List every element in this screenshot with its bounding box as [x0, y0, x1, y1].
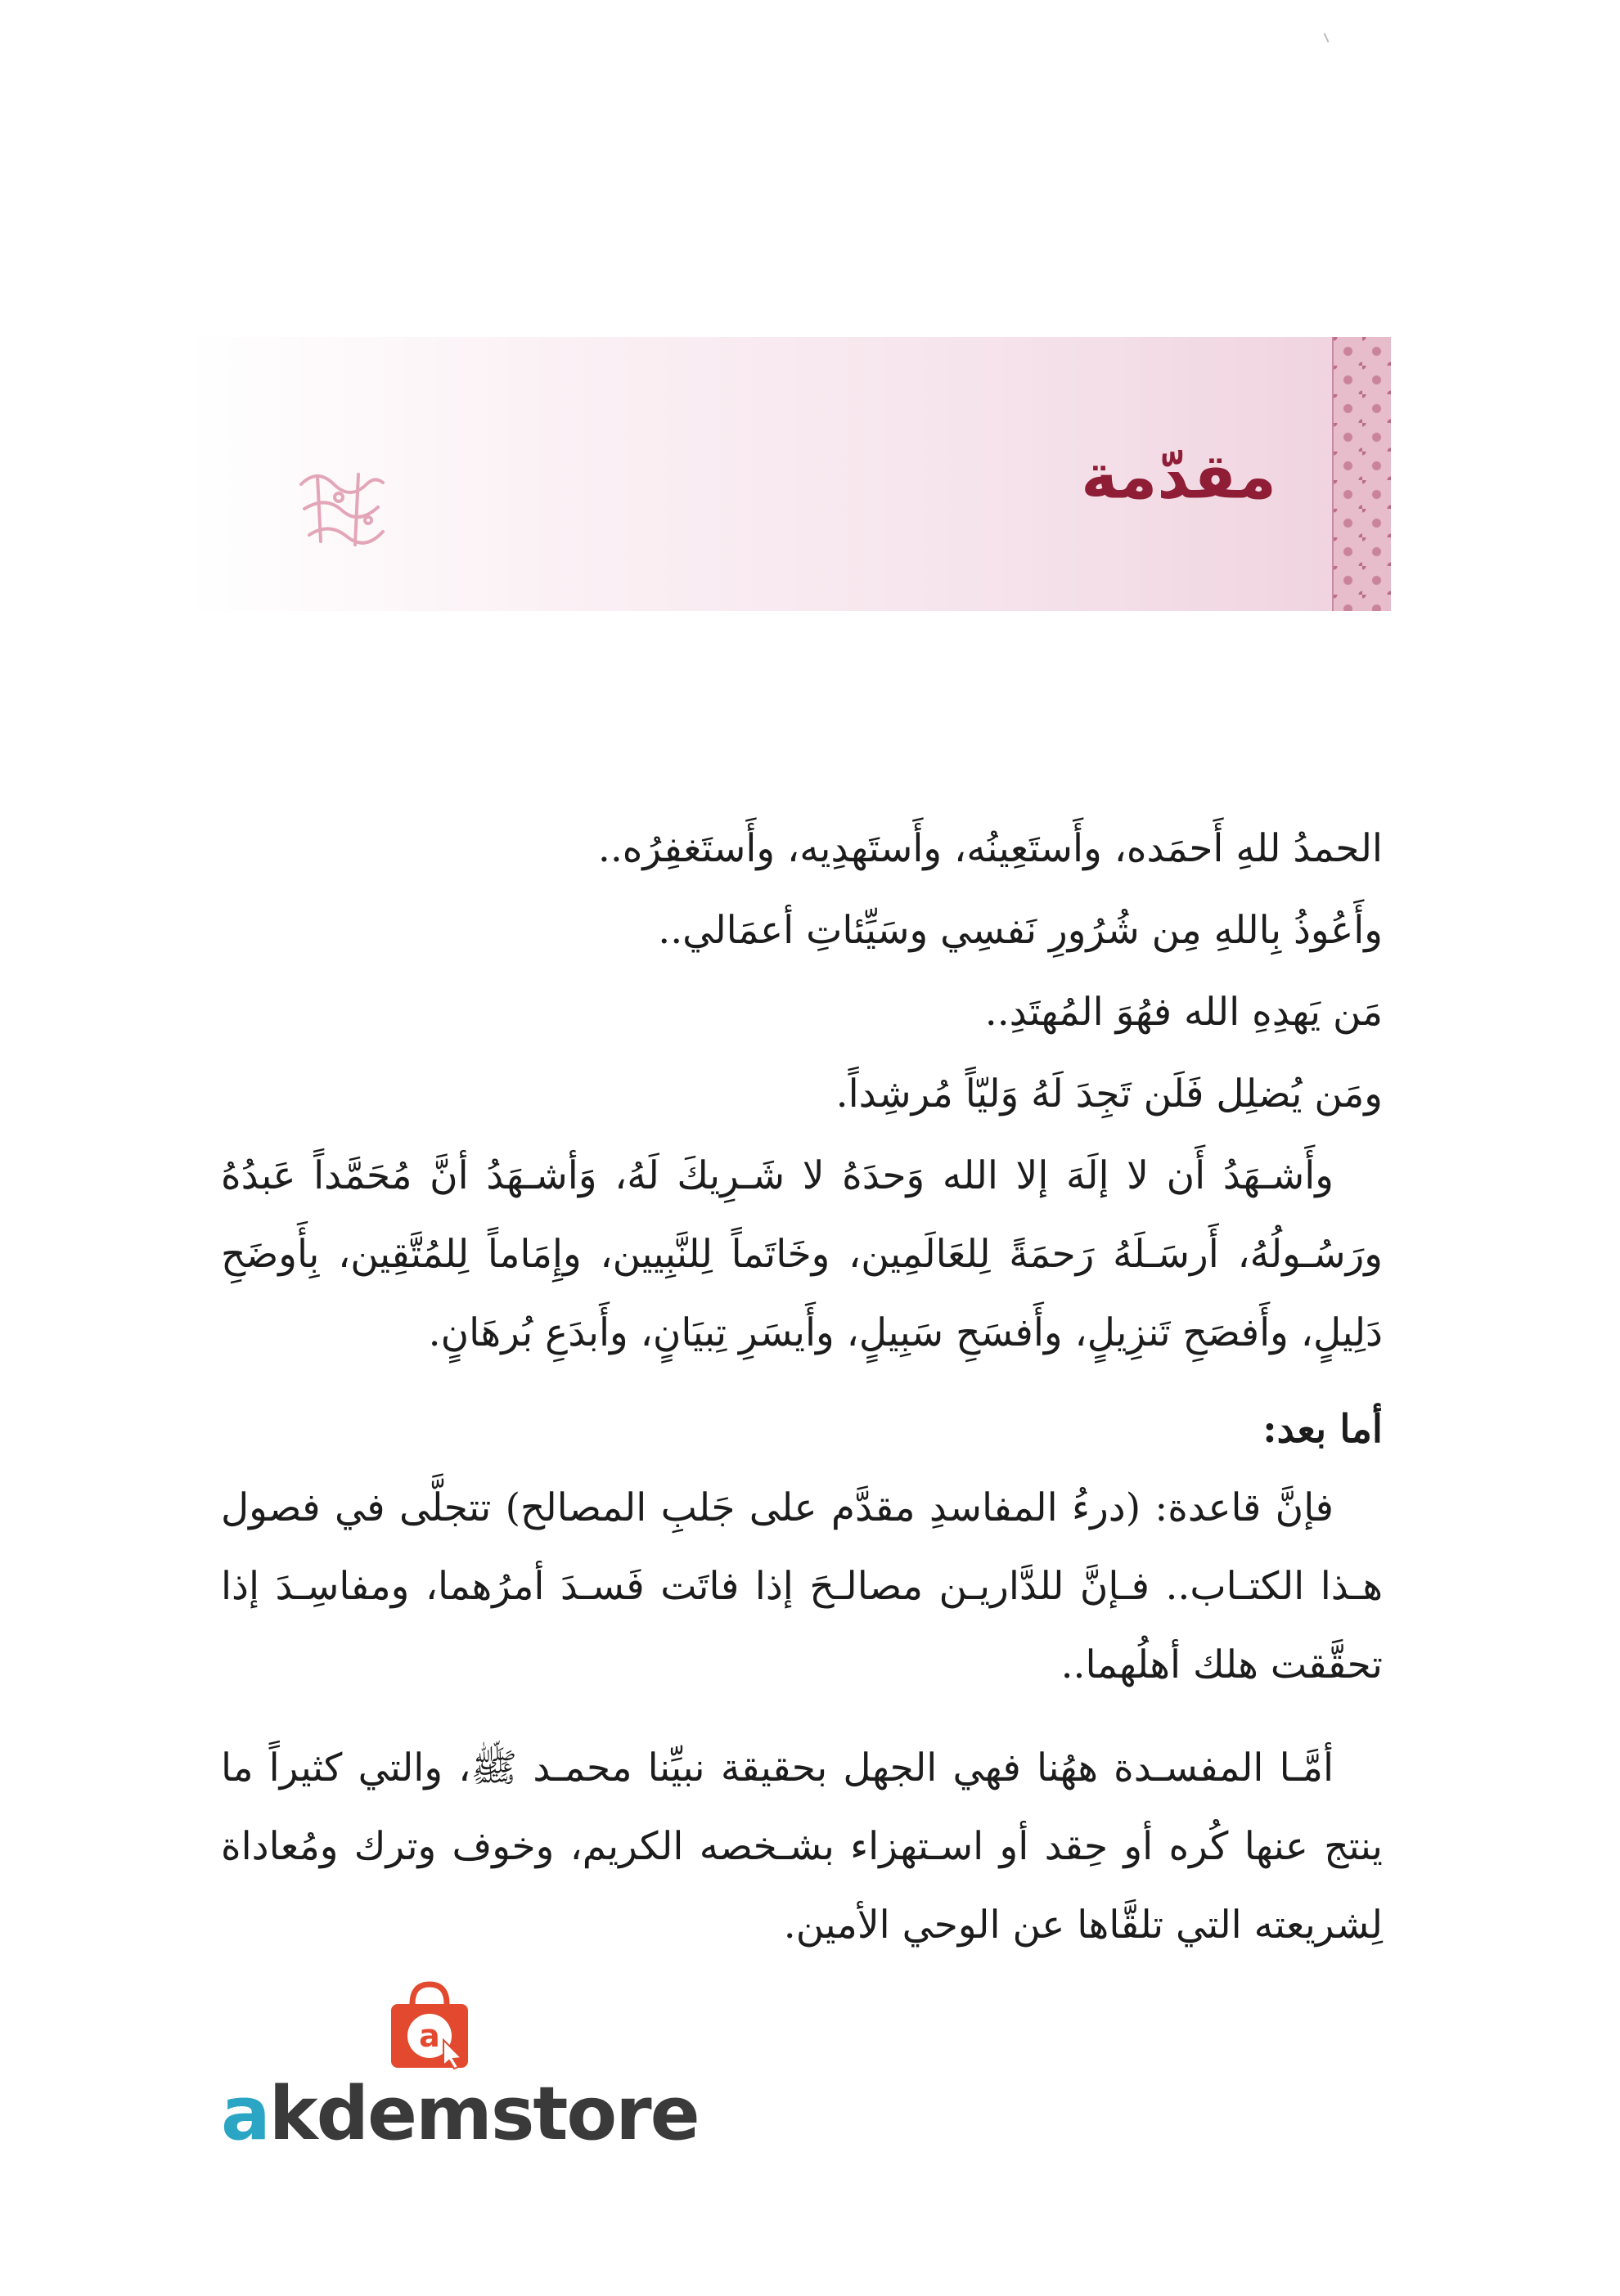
bag-letter: a: [419, 2018, 440, 2054]
calligraphy-seal-icon: [293, 460, 391, 558]
text-line: الحمدُ للهِ أَحمَده، وأَستَعِينُه، وأَستَهدِيه، وأَستَغفِرُه..: [597, 826, 1383, 871]
brand-rest: kdemstore: [268, 2071, 699, 2157]
text-line: ومَن يُضلِل فَلَن تَجِدَ لَهُ وَليّاً مُرشِداً.: [835, 1072, 1383, 1117]
subheading: أما بعد:: [1262, 1407, 1383, 1452]
ornament-border: [1332, 337, 1391, 611]
brand-initial: a: [221, 2071, 269, 2157]
shopping-bag-icon: [385, 1979, 475, 2071]
text-line: وأَعُوذُ بِاللهِ مِن شُرُورِ نَفسِي وسَيِّئاتِ أعمَالي..: [658, 908, 1383, 953]
chapter-title: مقدّمة: [1081, 439, 1276, 513]
page-corner-mark: [1324, 33, 1330, 43]
brand-wordmark: [221, 2071, 699, 2157]
shahada-paragraph: وأَشـهَدُ أَن لا إلَهَ إلا الله وَحدَهُ لا شَـرِيكَ لَهُ، وَأشـهَدُ أنَّ مُحَمَّداً عَبدُهُ ورَسُـولُهُ، أَرسَـلَهُ رَحمَةً لِلعَالَمِين، وخَاتَماً لِلنَّبِيين، وإِمَاماً لِلمُتَّقِين، بِأَوضَحِ دَلِيلٍ، وأَفصَحِ تَنزِيلٍ، وأَفسَحِ سَبِيلٍ، وأَيسَرِ تِبيَانٍ، وأَبدَعِ بُرهَانٍ.: [221, 1153, 1383, 1355]
introduction-text: [221, 810, 1383, 1965]
chapter-header-band: [188, 337, 1391, 611]
store-watermark: [221, 1979, 699, 2159]
text-line: مَن يَهدِهِ الله فهُوَ المُهتَدِ..: [984, 990, 1383, 1035]
mafsada-paragraph: أمَّـا المفسـدة ههُنا فهي الجهل بحقيقة نبيِّنا محمـد ﷺ، والتي كثيراً ما ينتج عنها كُره أو حِقد أو اسـتهزاء بشـخصه الكريم، وخوف وترك ومُعاداة لِشريعته التي تلقَّاها عن الوحي الأمين.: [221, 1746, 1383, 1948]
rule-paragraph: فإنَّ قاعدة: (درءُ المفاسدِ مقدَّم على جَلبِ المصالح) تتجلَّى في فصول هـذا الكتـاب.. فـإنَّ للدَّاريـن مصالـحَ إذا فاتَت فَسـدَ أمرُهما، ومفاسِـدَ إذا تحقَّقت هلك أهلُهما..: [221, 1485, 1383, 1687]
